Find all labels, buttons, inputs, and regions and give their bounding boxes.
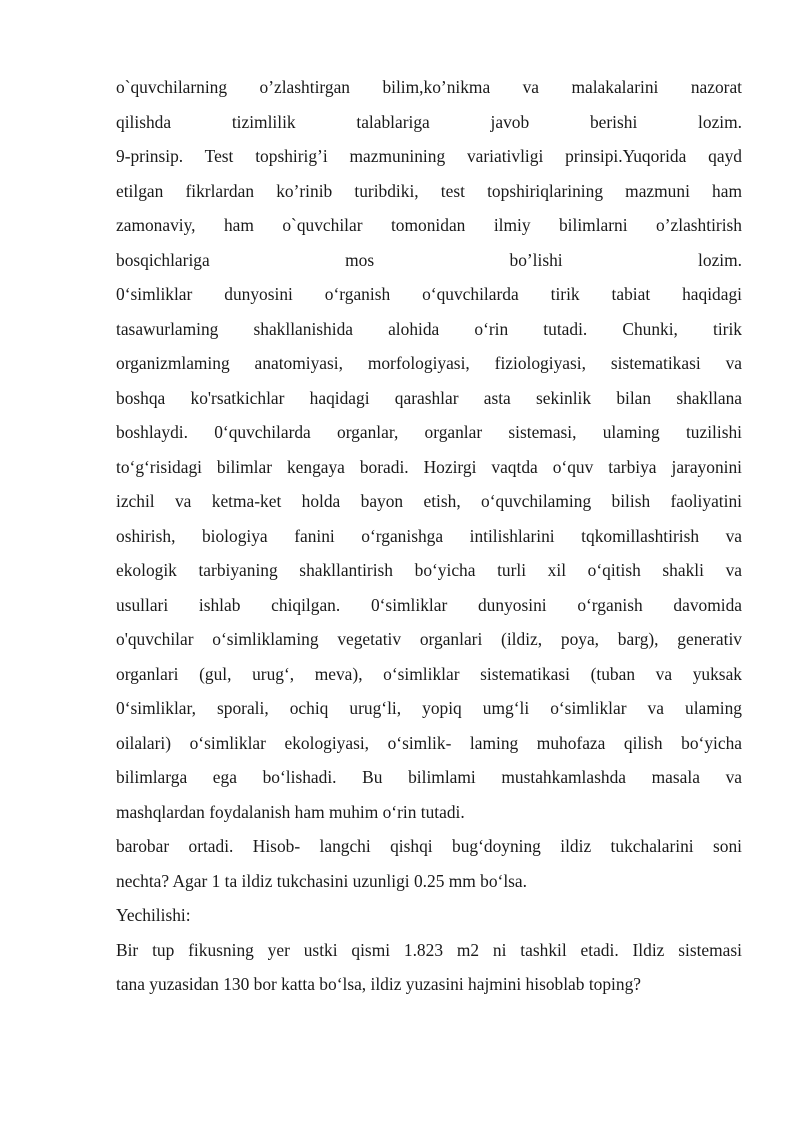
- text-line: boshqa ko'rsatkichlar haqidagi qarashlar asta sekinlik bilan shakllana: [116, 387, 742, 408]
- text-line: qilishda tizimlilik talablariga javob berishi lozim.: [116, 111, 742, 132]
- text-line: 9-prinsip. Test topshirig’i mazmunining variativligi prinsipi.Yuqorida qayd: [116, 146, 742, 166]
- text-line: bilimlarga ega bo‘lishadi. Bu bilimlami mustahkamlashda masala va: [116, 767, 742, 787]
- text-line: etilgan fikrlardan ko’rinib turibdiki, test topshiriqlarining mazmuni ham: [116, 180, 742, 201]
- text-line: boshlaydi. 0‘quvchilarda organlar, organlar sistemasi, ulaming tuzilishi: [116, 422, 742, 442]
- text-line: tana yuzasidan 130 bor katta bo‘lsa, ildiz yuzasini hajmini hisoblab toping?: [116, 974, 641, 994]
- text-line: usullari ishlab chiqilgan. 0‘simliklar dunyosini o‘rganish davomida: [116, 594, 742, 615]
- text-line: oilalari) o‘simliklar ekologiyasi, o‘simlik- laming muhofaza qilish bo‘yicha: [116, 732, 742, 753]
- text-line: barobar ortadi. Hisob- langchi qishqi bug‘doyning ildiz tukchalarini soni: [116, 836, 742, 856]
- text-line: bosqichlariga mos bo’lishi lozim.: [116, 249, 742, 270]
- text-line: 0‘simliklar, sporali, ochiq urug‘li, yopiq umg‘li o‘simliklar va ulaming: [116, 698, 742, 718]
- text-line: Yechilishi:: [116, 905, 191, 925]
- text-line: 0‘simliklar dunyosini o‘rganish o‘quvchilarda tirik tabiat haqidagi: [116, 284, 742, 304]
- text-line: tasawurlaming shakllanishida alohida o‘rin tutadi. Chunki, tirik: [116, 318, 742, 339]
- text-line: organlari (gul, urug‘, meva), o‘simliklar sistematikasi (tuban va yuksak: [116, 663, 742, 684]
- text-line: zamonaviy, ham o`quvchilar tomonidan ilmiy bilimlarni o’zlashtirish: [116, 215, 742, 235]
- text-line: mashqlardan foydalanish ham muhim o‘rin tutadi.: [116, 801, 465, 822]
- text-line: to‘g‘risidagi bilimlar kengaya boradi. Hozirgi vaqtda o‘quv tarbiya jarayonini: [116, 456, 742, 477]
- text-line: nechta? Agar 1 ta ildiz tukchasini uzunligi 0.25 mm bo‘lsa.: [116, 870, 527, 891]
- document-page: [116, 70, 742, 1002]
- text-line: ekologik tarbiyaning shakllantirish bo‘yicha turli xil o‘qitish shakli va: [116, 560, 742, 580]
- text-line: o'quvchilar o‘simliklaming vegetativ organlari (ildiz, poya, barg), generativ: [116, 629, 742, 649]
- text-line: oshirish, biologiya fanini o‘rganishga intilishlarini tqkomillashtirish va: [116, 525, 742, 546]
- text-line: izchil va ketma-ket holda bayon etish, o‘quvchilaming bilish faoliyatini: [116, 491, 742, 511]
- text-line: organizmlaming anatomiyasi, morfologiyasi, fiziologiyasi, sistematikasi va: [116, 353, 742, 373]
- text-line: o`quvchilarning o’zlashtirgan bilim,ko’nikma va malakalarini nazorat: [116, 77, 742, 97]
- text-line: Bir tup fikusning yer ustki qismi 1.823 m2 ni tashkil etadi. Ildiz sistemasi: [116, 939, 742, 960]
